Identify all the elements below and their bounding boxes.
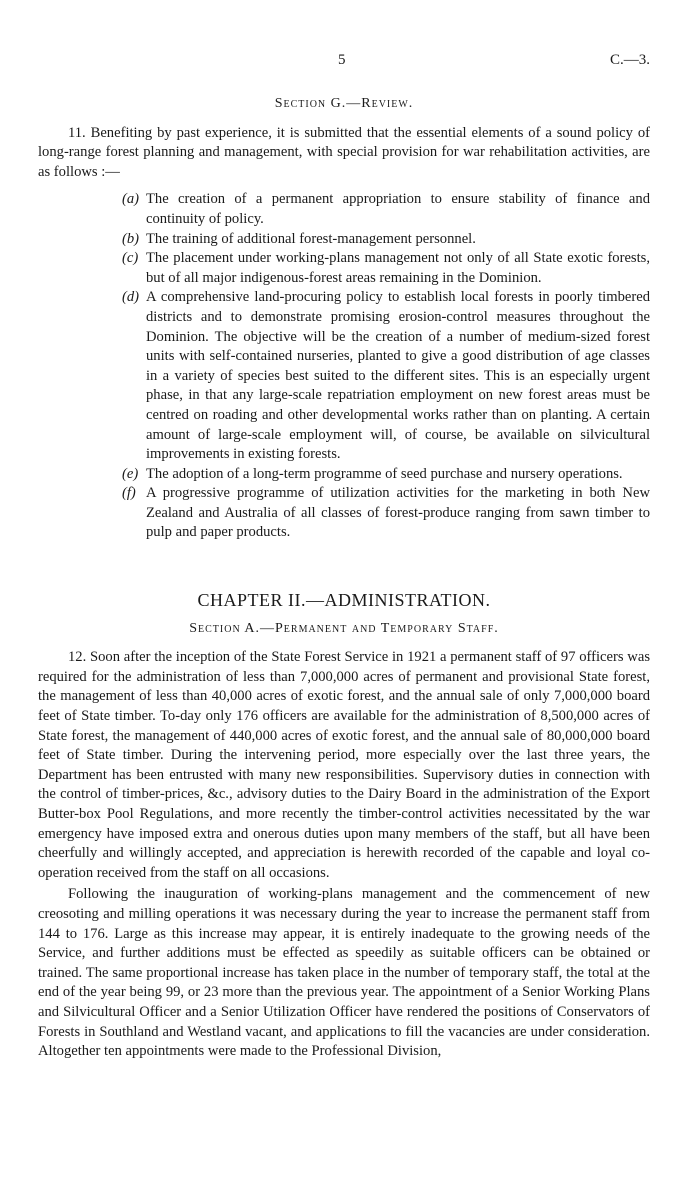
list-item-text: A progressive programme of utilization activities for the marketing in both New Zealand and Australia of all classes of forest-produce ranging from sawn timber to pulp and paper products.: [146, 485, 650, 541]
elements-list: [38, 190, 650, 543]
paragraph-following: Following the inauguration of working-plans management and the commencement of new creosoting and milling operations it was necessary during the year to increase the permanent staff from 144 to 176. Large as this increase may appear, it is entirely inadequate to the growing needs of the Service, and further additions must be effected as speedily as suitable officers can be obtained or trained. The same proportional increase has taken place in the number of temporary staff, the total at the end of the year being 99, or 23 more than the previous year. The appointment of a Senior Working Plans and Silvicultural Officer and a Senior Utilization Officer have rendered the positions of Conservators of Forests in Southland and Westland vacant, and applications to fill the vacancies are under consideration. Altogether ten appointments were made to the Professional Division,: [38, 886, 650, 1060]
paragraph-12: 12. Soon after the inception of the State Forest Service in 1921 a permanent staff of 97 officers was required for the administration of less than 7,000,000 acres of permanent and provisional State forest, the management of less than 40,000 acres of exotic forest, and the annual sale of only 7,000,000 board feet of State timber. To-day only 176 officers are available for the administration of 8,500,000 acres of State forest, the management of 440,000 acres of exotic forest, and the annual sale of 80,000,000 board feet of State timber. During the intervening period, more especially over the last three years, the Department has been entrusted with many new responsibilities. Supervisory duties in connection with the control of timber-prices, &c., advisory duties to the Dairy Board in the administration of the Export Butter-box Pool Regulations, and more recently the timber-control activities necessitated by the war emergency have imposed extra and onerous duties upon many members of the staff, but all have been cheerfully and willingly accepted, and appreciation is herewith recorded of the capable and loyal co-operation received from the staff on all occasions.: [38, 649, 650, 881]
document-reference: C.—3.: [609, 52, 650, 68]
chapter-title: CHAPTER II.—ADMINISTRATION.: [197, 590, 491, 611]
list-item: [38, 484, 650, 543]
list-item-label: (d): [122, 289, 140, 306]
list-item-label: (c): [122, 250, 139, 267]
list-item: [38, 249, 650, 288]
list-item-text: A comprehensive land-procuring policy to establish local forests in poorly timbered districts and to demonstrate promising erosion-control measures throughout the Dominion. The objective will be the creation of a number of medium-sized forest units with self-contained nurseries, planted to give a good distribution of age classes in a variety of species best suited to the different sites. This is an especially urgent phase, in that any large-scale repatriation employment on new forest areas must be centred on roading and other developmental works rather than on planting. A certain amount of large-scale employment will, of course, be available on silvicultural improvements in existing forests.: [146, 289, 650, 463]
list-item-label: (f): [122, 485, 136, 502]
list-item-label: (e): [122, 465, 139, 482]
list-item-text: The adoption of a long-term programme of seed purchase and nursery operations.: [146, 465, 623, 482]
page-header: [0, 52, 700, 72]
list-item-text: The training of additional forest-management personnel.: [146, 230, 476, 247]
list-item-label: (b): [122, 230, 140, 247]
list-item: [38, 230, 650, 250]
section-a-title: Section A.—Permanent and Temporary Staff.: [189, 620, 499, 636]
page-number: 5: [338, 52, 346, 68]
paragraph-11: 11. Benefiting by past experience, it is submitted that the essential elements of a sound policy of long-range forest planning and management, with special provision for war rehabilitation activities, are as follows :—: [38, 124, 650, 180]
list-item-text: The creation of a permanent appropriation to ensure stability of finance and continuity of policy.: [146, 191, 650, 227]
list-item-text: The placement under working-plans management not only of all State exotic forests, but of all major indigenous-forest areas remaining in the Dominion.: [146, 250, 650, 286]
list-item: [38, 288, 650, 464]
list-item: [38, 465, 650, 485]
list-item: [38, 190, 650, 229]
section-g-title: Section G.—Review.: [274, 96, 414, 111]
page-content: [38, 94, 650, 1062]
list-item-label: (a): [122, 191, 140, 208]
